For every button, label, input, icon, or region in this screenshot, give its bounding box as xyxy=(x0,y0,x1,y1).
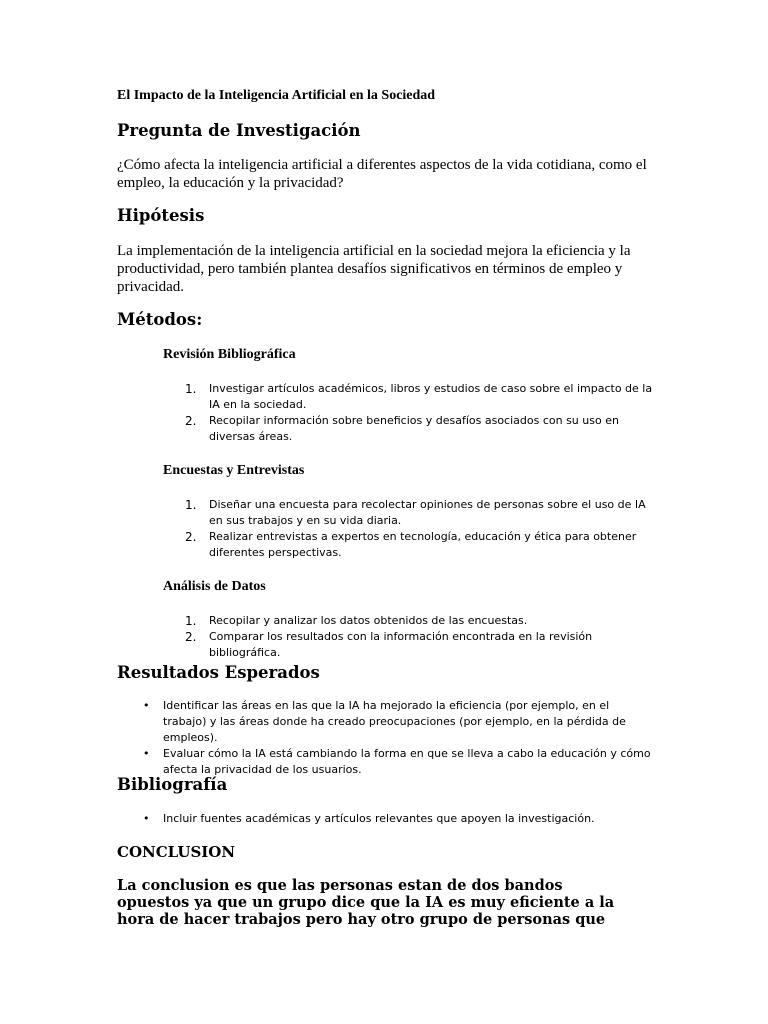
list-item xyxy=(117,698,653,746)
list-number: 2. xyxy=(185,630,197,644)
list-item-text: Realizar entrevistas a expertos en tecnología, educación y ética para obtener diferentes perspectivas. xyxy=(209,530,637,559)
heading-bibliografia: Bibliografía xyxy=(117,775,228,794)
list-item xyxy=(163,529,653,561)
subheading-encuestas: Encuestas y Entrevistas xyxy=(163,463,305,478)
list-revision xyxy=(163,381,653,445)
bullet-icon: • xyxy=(143,747,150,760)
list-item-text: Incluir fuentes académicas y artículos relevantes que apoyen la investigación. xyxy=(163,812,595,825)
list-item-text: Evaluar cómo la IA está cambiando la forma en que se lleva a cabo la educación y cómo afecta la privacidad de los usuarios. xyxy=(163,747,651,776)
conclusion-line: La conclusion es que las personas estan de dos bandos xyxy=(117,877,563,894)
list-item xyxy=(163,497,653,529)
list-item xyxy=(163,413,653,445)
bullet-icon: • xyxy=(143,699,150,712)
conclusion-line: hora de hacer trabajos pero hay otro grupo de personas que xyxy=(117,911,606,928)
list-item xyxy=(163,381,653,413)
bullet-icon: • xyxy=(143,812,150,825)
list-number: 1. xyxy=(185,382,197,396)
list-number: 2. xyxy=(185,414,197,428)
heading-conclusion: CONCLUSION xyxy=(117,843,236,861)
list-item-text: Investigar artículos académicos, libros y estudios de caso sobre el impacto de la IA en la sociedad. xyxy=(209,382,653,411)
list-item-text: Recopilar información sobre beneficios y desafíos asociados con su uso en diversas áreas. xyxy=(209,414,619,443)
subheading-revision: Revisión Bibliográfica xyxy=(163,347,296,362)
heading-metodos: Métodos: xyxy=(117,310,203,329)
list-analisis xyxy=(163,613,653,661)
list-bibliografia xyxy=(117,811,653,827)
heading-hipotesis: Hipótesis xyxy=(117,206,205,225)
list-item-text: Identificar las áreas en las que la IA ha mejorado la eficiencia (por ejemplo, en el trabajo) y las áreas donde ha creado preocupaciones (por ejemplo, en la pérdida de empleos). xyxy=(163,699,626,744)
heading-resultados: Resultados Esperados xyxy=(117,663,320,682)
paragraph-hipotesis: La implementación de la inteligencia artificial en la sociedad mejora la eficiencia y la productividad, pero también plantea desafíos significativos en términos de empleo y privacidad. xyxy=(117,243,631,295)
list-number: 2. xyxy=(185,530,197,544)
list-item-text: Diseñar una encuesta para recolectar opiniones de personas sobre el uso de IA en sus trabajos y en su vida diaria. xyxy=(209,498,646,527)
document-title: El Impacto de la Inteligencia Artificial en la Sociedad xyxy=(117,88,436,103)
list-item-text: Comparar los resultados con la información encontrada en la revisión bibliográfica. xyxy=(209,630,593,659)
list-number: 1. xyxy=(185,614,197,628)
list-number: 1. xyxy=(185,498,197,512)
subheading-analisis: Análisis de Datos xyxy=(163,579,266,594)
paragraph-pregunta: ¿Cómo afecta la inteligencia artificial a diferentes aspectos de la vida cotidiana, como el empleo, la educación y la privacidad? xyxy=(117,157,647,191)
list-item xyxy=(163,613,653,629)
list-encuestas xyxy=(163,497,653,561)
heading-pregunta: Pregunta de Investigación xyxy=(117,121,361,140)
list-resultados xyxy=(117,698,653,778)
paragraph-conclusion xyxy=(117,877,657,928)
list-item xyxy=(117,811,653,827)
list-item-text: Recopilar y analizar los datos obtenidos de las encuestas. xyxy=(209,614,528,627)
conclusion-line: opuestos ya que un grupo dice que la IA es muy eficiente a la xyxy=(117,894,615,911)
list-item xyxy=(163,629,653,661)
